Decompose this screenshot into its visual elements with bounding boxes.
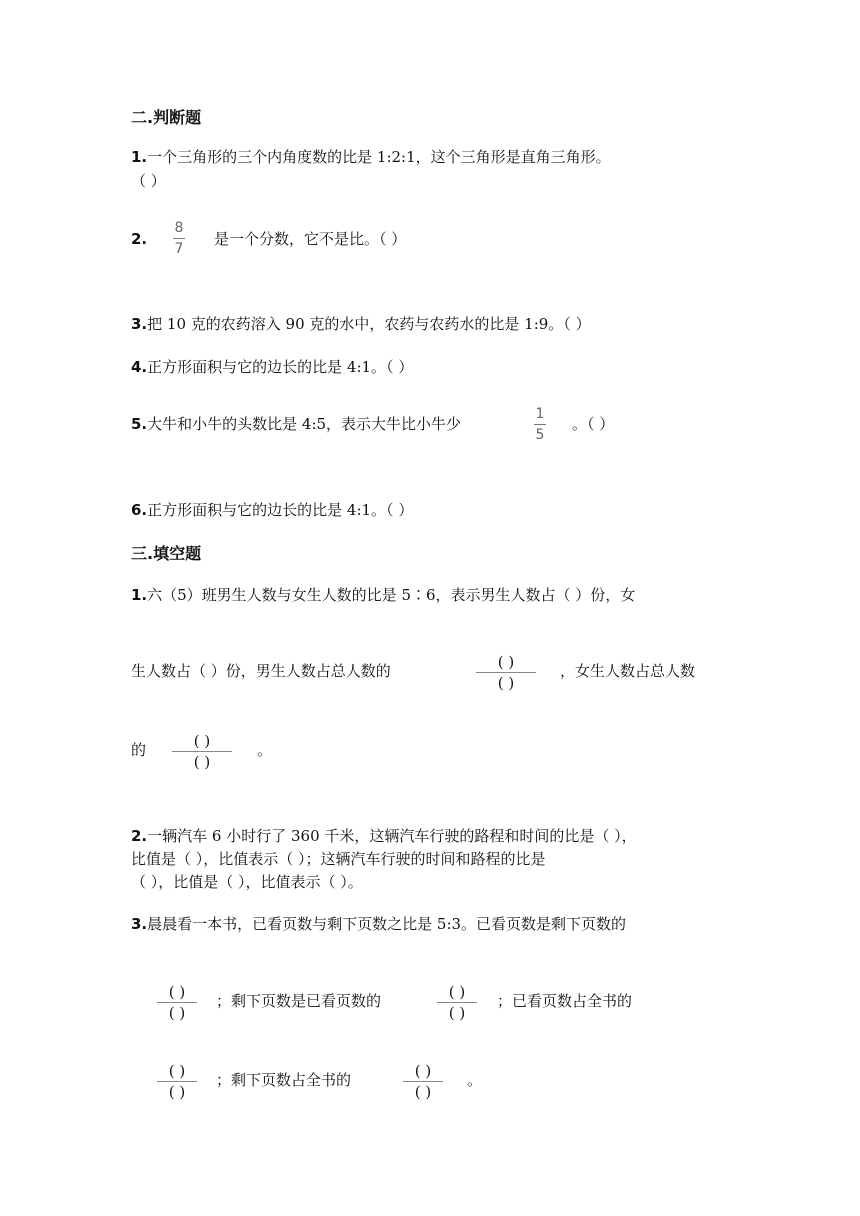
question-3-1-line3a: 的 — [131, 741, 147, 759]
answer-blank[interactable]: （ ） — [131, 172, 166, 190]
fraction-8-7: 8 7 — [174, 220, 184, 257]
question-2-6: 6.正方形面积与它的边长的比是 4:1。（ ） — [131, 501, 414, 519]
question-2-2-text: 是一个分数，它不是比。（ ） — [214, 230, 407, 248]
question-2-4: 4.正方形面积与它的边长的比是 4:1。（ ） — [131, 358, 414, 376]
question-3-1-line1: 1.六（5）班男生人数与女生人数的比是 5∶6，表示男生人数占（ ）份，女 — [131, 586, 636, 604]
question-3-2-line1: 2.一辆汽车 6 小时行了 360 千米，这辆汽车行驶的路程和时间的比是（ ）， — [131, 827, 637, 845]
question-3-1-line2a: 生人数占（ ）份，男生人数占总人数的 — [131, 662, 391, 680]
question-3-2-line3: （ ），比值是（ ），比值表示（ ）。 — [131, 873, 363, 891]
question-3-3-seg-c: ；剩下页数占全书的 — [216, 1071, 352, 1089]
fraction-blank[interactable]: ( ) ( ) — [157, 1063, 197, 1101]
question-3-3-line1: 3.晨晨看一本书，已看页数与剩下页数之比是 5:3。已看页数是剩下页数的 — [131, 915, 627, 933]
fraction-blank[interactable]: ( ) ( ) — [403, 1063, 443, 1101]
fraction-blank[interactable]: ( ) ( ) — [437, 984, 477, 1022]
section-title-fill-in: 三.填空题 — [131, 544, 202, 563]
question-2-2-number: 2. — [131, 230, 148, 248]
question-3-2-line2: 比值是（ ），比值表示（ ）；这辆汽车行驶的时间和路程的比是 — [131, 850, 546, 868]
question-2-1 — [131, 146, 611, 168]
question-3-1-line2b: ，女生人数占总人数 — [560, 662, 696, 680]
question-text: 一个三角形的三个内角度数的比是 1:2:1，这个三角形是直角三角形。 — [147, 148, 611, 166]
question-number: 1. — [131, 148, 148, 166]
question-2-5-after: 。（ ） — [572, 415, 615, 433]
fraction-blank[interactable]: ( ) ( ) — [476, 654, 536, 692]
fraction-blank[interactable]: ( ) ( ) — [172, 733, 232, 771]
question-3-1-line3b: 。 — [257, 741, 273, 759]
question-3-3-seg-a: ；剩下页数是已看页数的 — [216, 992, 382, 1010]
section-title-judgement: 二.判断题 — [131, 108, 202, 127]
question-3-3-seg-d: 。 — [467, 1071, 483, 1089]
fraction-blank[interactable]: ( ) ( ) — [157, 984, 197, 1022]
question-2-5: 5.大牛和小牛的头数比是 4:5，表示大牛比小牛少 — [131, 415, 462, 433]
fraction-1-5: 1 5 — [535, 406, 545, 443]
question-2-3: 3.把 10 克的农药溶入 90 克的水中，农药与农药水的比是 1:9。（ ） — [131, 315, 591, 333]
question-3-3-seg-b: ；已看页数占全书的 — [497, 992, 633, 1010]
